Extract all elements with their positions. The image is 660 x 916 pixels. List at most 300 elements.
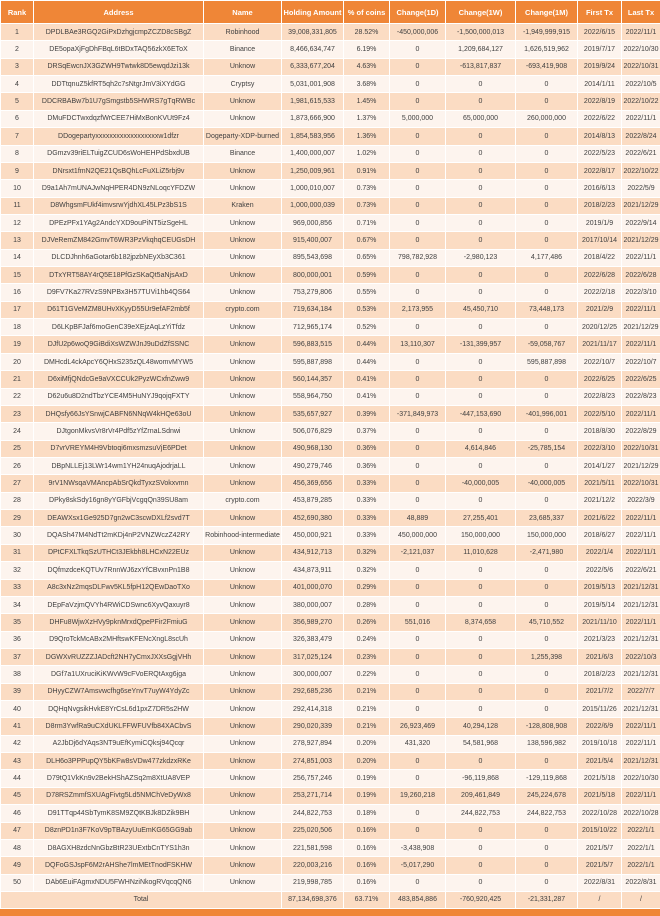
cell-address[interactable]: DJtgonMkvsVr8rVr4Pdf5zYfZrnaLSdnwi <box>34 423 204 440</box>
cell-holding-amount: 1,981,615,533 <box>282 93 344 110</box>
cell-change-1m: 0 <box>516 579 578 596</box>
table-row <box>1 76 660 93</box>
cell-change-1m: 0 <box>516 232 578 249</box>
cell-rank: 28 <box>1 492 34 509</box>
cell-address[interactable]: DAb6EuiFAgmxNDU5FWHNziNkogRVqcqQN6 <box>34 874 204 891</box>
cell-change-1w: 0 <box>446 162 516 179</box>
cell-change-1d: 0 <box>390 666 446 683</box>
cell-change-1m: -129,119,868 <box>516 770 578 787</box>
cell-change-1d: 0 <box>390 180 446 197</box>
cell-percent-of-coins: 1.45% <box>344 93 390 110</box>
cell-address[interactable]: D7vrVREYM4H9Vbtoqi6mxsmzsuVjE6PDet <box>34 440 204 457</box>
cell-change-1m: 245,224,678 <box>516 787 578 804</box>
cell-address[interactable]: D8rm3YwfRa9uCXdUKLFFWFUVfb84XACbvS <box>34 718 204 735</box>
cell-address[interactable]: DHyyCZW7Amsvwcfhg6seYnvT7uyW4YdyZc <box>34 683 204 700</box>
cell-change-1d: 551,016 <box>390 614 446 631</box>
cell-first-tx: 2018/2/23 <box>578 666 622 683</box>
cell-rank: 8 <box>1 145 34 162</box>
total-row <box>1 891 660 908</box>
cell-change-1d: -450,000,006 <box>390 24 446 41</box>
cell-last-tx: 2022/3/10 <box>622 284 660 301</box>
cell-address[interactable]: D6LKpBFJaf6moGenC39eXEjzAqLzYiTfdz <box>34 319 204 336</box>
cell-change-1w: 0 <box>446 596 516 613</box>
table-row <box>1 562 660 579</box>
cell-address[interactable]: D9FV7Ka27RVzS9NPBx3H57TUVi1hb4QS64 <box>34 284 204 301</box>
cell-first-tx: 2021/11/17 <box>578 336 622 353</box>
cell-last-tx: 2021/12/29 <box>622 232 660 249</box>
cell-address[interactable]: DGf7a1UXruciKiKWvW9cFVoERQtAxg6jga <box>34 666 204 683</box>
cell-change-1m: 0 <box>516 683 578 700</box>
cell-name: Unknow <box>204 284 282 301</box>
cell-rank: 5 <box>1 93 34 110</box>
cell-name: Unknow <box>204 787 282 804</box>
cell-first-tx: 2019/5/13 <box>578 579 622 596</box>
cell-address[interactable]: A8c3xNz2mqsDLFwv5KL5fpH12QEwDaoTXo <box>34 579 204 596</box>
cell-rank: 7 <box>1 128 34 145</box>
cell-address[interactable]: DPtCFXLTkqSzUTHCt3JEkbh8LHCxN22EUz <box>34 544 204 561</box>
cell-name: Unknow <box>204 110 282 127</box>
cell-rank: 6 <box>1 110 34 127</box>
cell-first-tx: 2022/10/7 <box>578 353 622 370</box>
cell-address[interactable]: DTxYRT58AY4rQ5E18PfGzSKaQt5aNjsAxD <box>34 267 204 284</box>
cell-address[interactable]: D79tQ1VkKn9v2BekHShAZSq2m8XtUA8VEP <box>34 770 204 787</box>
cell-first-tx: 2022/8/19 <box>578 93 622 110</box>
cell-change-1d: 0 <box>390 267 446 284</box>
cell-rank: 31 <box>1 544 34 561</box>
cell-last-tx: 2022/5/9 <box>622 180 660 197</box>
cell-first-tx: 2022/6/15 <box>578 24 622 41</box>
table-row <box>1 822 660 839</box>
cell-change-1m: 0 <box>516 753 578 770</box>
cell-change-1m: 0 <box>516 371 578 388</box>
cell-percent-of-coins: 0.33% <box>344 475 390 492</box>
cell-change-1w: -613,817,837 <box>446 58 516 75</box>
cell-change-1d: 2,173,955 <box>390 301 446 318</box>
cell-change-1d: 0 <box>390 874 446 891</box>
cell-percent-of-coins: 6.19% <box>344 41 390 58</box>
cell-first-tx: 2022/6/28 <box>578 267 622 284</box>
cell-holding-amount: 225,020,506 <box>282 822 344 839</box>
cell-change-1w: 0 <box>446 822 516 839</box>
cell-rank: 10 <box>1 180 34 197</box>
cell-change-1d: 0 <box>390 128 446 145</box>
cell-rank: 21 <box>1 371 34 388</box>
cell-change-1w: 0 <box>446 631 516 648</box>
total-holding-amount: 87,134,698,376 <box>282 891 344 908</box>
cell-percent-of-coins: 0.33% <box>344 527 390 544</box>
cell-last-tx: 2022/11/1 <box>622 301 660 318</box>
cell-rank: 25 <box>1 440 34 457</box>
cell-change-1w: 0 <box>446 839 516 856</box>
table-row <box>1 214 660 231</box>
table-row <box>1 805 660 822</box>
cell-change-1d: 0 <box>390 648 446 665</box>
cell-percent-of-coins: 0.91% <box>344 162 390 179</box>
cell-name: Unknow <box>204 562 282 579</box>
cell-rank: 15 <box>1 267 34 284</box>
cell-address[interactable]: DMHcdL4ckApcY6QHxS235zQL48womvMYW5 <box>34 353 204 370</box>
cell-change-1w: 0 <box>446 701 516 718</box>
cell-first-tx: 2015/10/22 <box>578 822 622 839</box>
cell-change-1m: 0 <box>516 197 578 214</box>
cell-first-tx: 2019/5/14 <box>578 596 622 613</box>
cell-change-1d: 0 <box>390 58 446 75</box>
cell-change-1d: 0 <box>390 423 446 440</box>
table-row <box>1 787 660 804</box>
cell-change-1w: 40,294,128 <box>446 718 516 735</box>
cell-holding-amount: 434,873,911 <box>282 562 344 579</box>
cell-last-tx: 2022/10/31 <box>622 58 660 75</box>
cell-first-tx: 2022/5/10 <box>578 405 622 422</box>
cell-last-tx: 2021/12/31 <box>622 579 660 596</box>
cell-name: Unknow <box>204 770 282 787</box>
cell-change-1w: 0 <box>446 319 516 336</box>
cell-change-1d: 0 <box>390 319 446 336</box>
cell-holding-amount: 490,968,130 <box>282 440 344 457</box>
cell-address[interactable]: D62u6u8D2ndTbzYCE4M5HuNYJ9qojqFXTY <box>34 388 204 405</box>
cell-change-1w: 0 <box>446 648 516 665</box>
cell-percent-of-coins: 0.44% <box>344 353 390 370</box>
cell-change-1d: 0 <box>390 562 446 579</box>
cell-change-1w: 11,010,628 <box>446 544 516 561</box>
cell-change-1w: 0 <box>446 457 516 474</box>
cell-change-1m: 0 <box>516 214 578 231</box>
cell-address[interactable]: D8AGXH8zdcNnGbzBtR23UExtbCnTYS1h3n <box>34 839 204 856</box>
cell-address[interactable]: DEAWXsx1Ge925D7gn2wC3scwDXLf2svd7T <box>34 510 204 527</box>
cell-change-1w: 0 <box>446 353 516 370</box>
cell-name: crypto.com <box>204 301 282 318</box>
cell-holding-amount: 434,912,713 <box>282 544 344 561</box>
cell-first-tx: 2021/11/10 <box>578 614 622 631</box>
cell-first-tx: 2021/7/2 <box>578 683 622 700</box>
total-change-1m: -21,331,287 <box>516 891 578 908</box>
cell-change-1w: -447,153,690 <box>446 405 516 422</box>
cell-change-1d: 0 <box>390 197 446 214</box>
cell-percent-of-coins: 0.67% <box>344 232 390 249</box>
cell-percent-of-coins: 0.22% <box>344 666 390 683</box>
cell-percent-of-coins: 0.26% <box>344 614 390 631</box>
cell-address[interactable]: DPDLBAe3RGQ2GiPxDzhgjcmpZCZD8cSBgZ <box>34 24 204 41</box>
cell-first-tx: 2022/5/6 <box>578 562 622 579</box>
cell-name: Kraken <box>204 197 282 214</box>
cell-last-tx: 2021/12/29 <box>622 197 660 214</box>
cell-address[interactable]: DJVeRemZM842GmvT6WR3PzVkqhqCEUGsDH <box>34 232 204 249</box>
total-first-tx: / <box>578 891 622 908</box>
col-header-first-tx: First Tx <box>578 1 622 24</box>
cell-address[interactable]: DLH6o3PPPupQY5bKFw8sVDw477zkdzxRKe <box>34 753 204 770</box>
cell-change-1m: 0 <box>516 562 578 579</box>
cell-address[interactable]: DEpFaVzjmQVYh4RWiCDSwnc6XyvQaxuyr8 <box>34 596 204 613</box>
cell-change-1w: 45,450,710 <box>446 301 516 318</box>
cell-address[interactable]: DMuFDCTwxdqzfWrCEE7HiMxBonKVUt9Fz4 <box>34 110 204 127</box>
cell-name: Unknow <box>204 423 282 440</box>
cell-percent-of-coins: 28.52% <box>344 24 390 41</box>
cell-change-1m: 1,255,398 <box>516 648 578 665</box>
cell-change-1m: 0 <box>516 492 578 509</box>
cell-last-tx: 2021/12/31 <box>622 596 660 613</box>
cell-change-1m: 0 <box>516 631 578 648</box>
cell-holding-amount: 712,965,174 <box>282 319 344 336</box>
cell-holding-amount: 278,927,894 <box>282 735 344 752</box>
cell-rank: 32 <box>1 562 34 579</box>
cell-holding-amount: 39,008,331,805 <box>282 24 344 41</box>
table-row <box>1 666 660 683</box>
cell-address[interactable]: DDTtqnuZ5kfRT5qh2c7sNtgrJmV3iXYdGG <box>34 76 204 93</box>
cell-change-1m: 45,710,552 <box>516 614 578 631</box>
cell-last-tx: 2021/12/31 <box>622 666 660 683</box>
table-row <box>1 874 660 891</box>
cell-address[interactable]: D6xiMfjQNdcGe9aVXCCUk2PyzWCxfnZww9 <box>34 371 204 388</box>
cell-change-1m: -401,996,001 <box>516 405 578 422</box>
cell-rank: 43 <box>1 753 34 770</box>
cell-change-1m: 0 <box>516 457 578 474</box>
cell-change-1m: 0 <box>516 874 578 891</box>
cell-change-1d: 0 <box>390 631 446 648</box>
cell-rank: 4 <box>1 76 34 93</box>
cell-change-1d: 0 <box>390 492 446 509</box>
table-row <box>1 93 660 110</box>
cell-percent-of-coins: 4.63% <box>344 58 390 75</box>
cell-change-1d: -5,017,290 <box>390 857 446 874</box>
table-row <box>1 718 660 735</box>
cell-name: Unknow <box>204 371 282 388</box>
cell-name: Unknow <box>204 631 282 648</box>
cell-change-1w: 0 <box>446 197 516 214</box>
cell-address[interactable]: D9a1Ah7mUNAJwNqHPER4DN9zNLoqcYFDZW <box>34 180 204 197</box>
cell-percent-of-coins: 0.16% <box>344 822 390 839</box>
cell-rank: 45 <box>1 787 34 804</box>
cell-change-1d: 0 <box>390 770 446 787</box>
total-change-1d: 483,854,886 <box>390 891 446 908</box>
cell-last-tx: 2022/11/1 <box>622 787 660 804</box>
cell-rank: 22 <box>1 388 34 405</box>
cell-holding-amount: 490,279,746 <box>282 457 344 474</box>
cell-change-1w: 8,374,658 <box>446 614 516 631</box>
cell-holding-amount: 274,851,003 <box>282 753 344 770</box>
cell-rank: 27 <box>1 475 34 492</box>
cell-address[interactable]: DGmzv39riELTuigZCUD6sWoHEHPdSbxdUB <box>34 145 204 162</box>
cell-change-1m: -693,419,908 <box>516 58 578 75</box>
cell-rank: 41 <box>1 718 34 735</box>
cell-change-1w: -131,399,957 <box>446 336 516 353</box>
cell-name: Robinhood-intermediate <box>204 527 282 544</box>
cell-address[interactable]: DQASh47M4NdTt2mKDj4nP2VNZWczZ42RY <box>34 527 204 544</box>
cell-percent-of-coins: 0.41% <box>344 388 390 405</box>
cell-first-tx: 2022/6/22 <box>578 110 622 127</box>
cell-percent-of-coins: 0.24% <box>344 631 390 648</box>
cell-percent-of-coins: 0.28% <box>344 596 390 613</box>
cell-address[interactable]: D8znPD1n3F7KoV9pTBAzyUuEmKG65GG9ab <box>34 822 204 839</box>
cell-last-tx: 2022/11/1 <box>622 249 660 266</box>
cell-change-1d: 0 <box>390 284 446 301</box>
cell-address[interactable]: DRSqEwcnJX3GZWH9Twtwk8D5ewqdJzi13k <box>34 58 204 75</box>
cell-rank: 3 <box>1 58 34 75</box>
cell-name: Unknow <box>204 267 282 284</box>
cell-name: Dogeparty-XDP-burned <box>204 128 282 145</box>
cell-address[interactable]: D9QroTckMcABx2MHftswKFENcXngL8scUh <box>34 631 204 648</box>
cell-address[interactable]: A2JbDj6dYAqs3NT9uEfKymiCQksj94Qcqr <box>34 735 204 752</box>
cell-first-tx: 2021/6/22 <box>578 510 622 527</box>
cell-last-tx: 2022/10/31 <box>622 440 660 457</box>
cell-address[interactable]: DJfU2p6woQ9GiBdiXsWZWJnJ9uDdZfSSNC <box>34 336 204 353</box>
table-row <box>1 284 660 301</box>
cell-percent-of-coins: 0.52% <box>344 319 390 336</box>
cell-change-1w: 65,000,000 <box>446 110 516 127</box>
cell-address[interactable]: DQHqNvgsikHvkE8YrCsL6d1pxZ7DR5s2HW <box>34 701 204 718</box>
cell-change-1m: 0 <box>516 76 578 93</box>
cell-holding-amount: 219,998,785 <box>282 874 344 891</box>
table-row <box>1 475 660 492</box>
cell-change-1d: 0 <box>390 41 446 58</box>
cell-address[interactable]: D78RSZmmfSXUAgFivtg5Ld5NMChVeDyWx8 <box>34 787 204 804</box>
cell-last-tx: 2022/8/24 <box>622 128 660 145</box>
cell-holding-amount: 292,685,236 <box>282 683 344 700</box>
cell-first-tx: 2019/9/24 <box>578 58 622 75</box>
cell-change-1m: 0 <box>516 162 578 179</box>
cell-last-tx: 2022/11/1 <box>622 510 660 527</box>
cell-address[interactable]: DPEzPFx1YAg2AndcYXD9ouPiNT5izSgeHL <box>34 214 204 231</box>
cell-name: Unknow <box>204 683 282 700</box>
cell-holding-amount: 5,031,001,908 <box>282 76 344 93</box>
table-row <box>1 631 660 648</box>
cell-address[interactable]: D61T1GVeMZM8UHvXKyyD55Ur9efAF2mb5f <box>34 301 204 318</box>
cell-change-1w: -1,500,000,013 <box>446 24 516 41</box>
cell-change-1w: 0 <box>446 145 516 162</box>
cell-change-1d: 0 <box>390 388 446 405</box>
cell-name: Unknow <box>204 353 282 370</box>
cell-name: Unknow <box>204 857 282 874</box>
cell-holding-amount: 221,581,598 <box>282 839 344 856</box>
cell-name: Unknow <box>204 214 282 231</box>
cell-first-tx: 2021/5/7 <box>578 857 622 874</box>
cell-name: Unknow <box>204 839 282 856</box>
cell-change-1w: 0 <box>446 93 516 110</box>
cell-address[interactable]: D8WhgsmFUkf4imvsrwYjdhXL45LPz3bS1S <box>34 197 204 214</box>
cell-address[interactable]: DBpNLLEj13LWr14wm1YH24nuqAjodrjaLL <box>34 457 204 474</box>
cell-change-1m: -25,785,154 <box>516 440 578 457</box>
cell-address[interactable]: DPky8skSdy16gn8yYGFbjVcgqQn39SU8am <box>34 492 204 509</box>
cell-change-1d: -3,438,908 <box>390 839 446 856</box>
cell-last-tx: 2022/10/3 <box>622 648 660 665</box>
cell-last-tx: 2021/12/29 <box>622 457 660 474</box>
cell-change-1w: 0 <box>446 284 516 301</box>
col-header-change-1d: Change(1D) <box>390 1 446 24</box>
cell-holding-amount: 244,822,753 <box>282 805 344 822</box>
table-row <box>1 353 660 370</box>
cell-change-1d: 5,000,000 <box>390 110 446 127</box>
table-row <box>1 683 660 700</box>
total-percent-of-coins: 63.71% <box>344 891 390 908</box>
cell-holding-amount: 1,854,583,956 <box>282 128 344 145</box>
cell-last-tx: 2022/10/28 <box>622 805 660 822</box>
cell-name: Binance <box>204 145 282 162</box>
cell-name: Unknow <box>204 457 282 474</box>
cell-percent-of-coins: 1.37% <box>344 110 390 127</box>
table-row <box>1 405 660 422</box>
cell-change-1m: 0 <box>516 388 578 405</box>
cell-change-1d: 0 <box>390 753 446 770</box>
cell-address[interactable]: DE5opaXjFgDhFBqL6tBDxTAQ56zkX6EToX <box>34 41 204 58</box>
cell-name: Unknow <box>204 319 282 336</box>
cell-rank: 50 <box>1 874 34 891</box>
cell-last-tx: 2021/12/31 <box>622 701 660 718</box>
cell-last-tx: 2021/12/31 <box>622 631 660 648</box>
cell-rank: 30 <box>1 527 34 544</box>
cell-address[interactable]: DHFu8WjwXzHVy9pknMrxdQpePFir2FmiuG <box>34 614 204 631</box>
cell-address[interactable]: DLCDJhnh6aGotar6b182jpzbNEyXb3C361 <box>34 249 204 266</box>
cell-first-tx: 2018/2/23 <box>578 197 622 214</box>
cell-address[interactable]: DHQsfy66JsYSnwjCABFN6NNqW4kHQe63oU <box>34 405 204 422</box>
cell-rank: 35 <box>1 614 34 631</box>
cell-change-1d: 0 <box>390 162 446 179</box>
cell-change-1m: 0 <box>516 180 578 197</box>
cell-first-tx: 2022/1/4 <box>578 544 622 561</box>
cell-percent-of-coins: 0.33% <box>344 492 390 509</box>
cell-holding-amount: 450,000,921 <box>282 527 344 544</box>
cell-change-1w: 27,255,401 <box>446 510 516 527</box>
cell-holding-amount: 317,025,124 <box>282 648 344 665</box>
cell-change-1w: 0 <box>446 666 516 683</box>
cell-address[interactable]: DGWXvRUZZZJADcft2NH7yCmxJXXsGgjVHh <box>34 648 204 665</box>
cell-first-tx: 2021/3/23 <box>578 631 622 648</box>
cell-percent-of-coins: 0.36% <box>344 457 390 474</box>
cell-change-1m: 4,177,486 <box>516 249 578 266</box>
cell-percent-of-coins: 3.68% <box>344 76 390 93</box>
cell-change-1d: 0 <box>390 353 446 370</box>
cell-change-1d: -371,849,973 <box>390 405 446 422</box>
cell-change-1d: 26,923,469 <box>390 718 446 735</box>
table-row <box>1 753 660 770</box>
cell-address[interactable]: DDogepartyxxxxxxxxxxxxxxxxxxw1dfzr <box>34 128 204 145</box>
cell-address[interactable]: DQfmzdceKQTUv7RnnWJ6zxYfCBvxnPn1B8 <box>34 562 204 579</box>
cell-percent-of-coins: 0.21% <box>344 718 390 735</box>
cell-percent-of-coins: 0.21% <box>344 683 390 700</box>
cell-last-tx: 2022/11/1 <box>622 405 660 422</box>
cell-change-1d: 19,260,218 <box>390 787 446 804</box>
table-row <box>1 249 660 266</box>
cell-last-tx: 2022/8/23 <box>622 388 660 405</box>
cell-change-1w: 0 <box>446 562 516 579</box>
cell-holding-amount: 256,757,246 <box>282 770 344 787</box>
cell-percent-of-coins: 1.02% <box>344 145 390 162</box>
cell-address[interactable]: DQFoGSJspF6M2rAHShe7lmMEtTnodFSKHW <box>34 857 204 874</box>
table-row <box>1 614 660 631</box>
cell-change-1w: 0 <box>446 214 516 231</box>
col-header-last-tx: Last Tx <box>622 1 660 24</box>
cell-last-tx: 2022/7/7 <box>622 683 660 700</box>
cell-rank: 19 <box>1 336 34 353</box>
cell-address[interactable]: 9rV1NWsqaVMAncpAbSrQkdTyxzSVokxvmn <box>34 475 204 492</box>
cell-name: Unknow <box>204 822 282 839</box>
cell-percent-of-coins: 0.36% <box>344 440 390 457</box>
cell-change-1m: 0 <box>516 319 578 336</box>
cell-last-tx: 2022/10/22 <box>622 162 660 179</box>
cell-change-1m: 0 <box>516 701 578 718</box>
cell-change-1w: 0 <box>446 857 516 874</box>
cell-percent-of-coins: 0.19% <box>344 787 390 804</box>
table-row <box>1 162 660 179</box>
col-header-name: Name <box>204 1 282 24</box>
cell-address[interactable]: DDCRBABw7b1U7gSmgstb5SHWRS7gTqRWBc <box>34 93 204 110</box>
cell-address[interactable]: DNrsxt1fmN2QE21QsBQhLcFuXLiZ5rbj9v <box>34 162 204 179</box>
table-row <box>1 180 660 197</box>
table-row <box>1 510 660 527</box>
cell-address[interactable]: D91TTqp44SbTymK8SM9ZQtKBJk8DZik9BH <box>34 805 204 822</box>
cell-rank: 12 <box>1 214 34 231</box>
cell-change-1d: 0 <box>390 579 446 596</box>
cell-rank: 13 <box>1 232 34 249</box>
cell-percent-of-coins: 0.44% <box>344 336 390 353</box>
